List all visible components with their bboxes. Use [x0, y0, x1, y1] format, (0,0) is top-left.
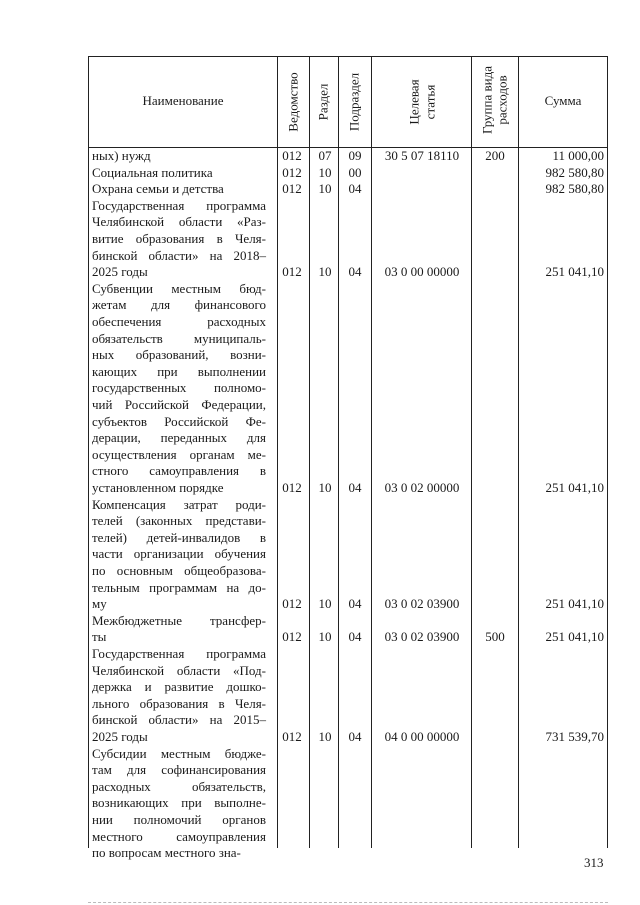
row-name	[92, 746, 266, 862]
row-section: 10	[318, 596, 332, 612]
row-name	[92, 148, 266, 165]
row-name-line: там для софинансирования	[92, 762, 266, 778]
row-subsection: 00	[348, 164, 362, 180]
row-section: 10	[318, 164, 332, 180]
row-name-line: расходных обязательств,	[92, 778, 266, 794]
row-subsection: 09	[348, 148, 362, 163]
row-name	[92, 497, 266, 613]
row-department: 012	[282, 629, 302, 645]
row-target-article: 04 0 00 00000	[384, 729, 460, 744]
row-name-line: 2025 годы	[92, 728, 148, 744]
row-department: 012	[282, 264, 302, 280]
row-name-line: 2025 годы	[92, 264, 148, 280]
row-target-article: 03 0 02 00000	[384, 479, 460, 495]
row-sum: 251 041,10	[545, 264, 604, 280]
row-name-line: стного самоуправления в	[92, 463, 266, 479]
row-name-line: ты	[92, 629, 107, 645]
row-department: 012	[282, 148, 302, 163]
header-subsection: Подраздел	[346, 72, 362, 132]
row-name-line: ных образований, возни-	[92, 347, 266, 363]
row-section: 10	[318, 264, 332, 280]
row-name-line: телей (законных представи-	[92, 513, 266, 529]
row-name	[92, 646, 266, 746]
row-name-line: держка и развитие дошко-	[92, 679, 266, 695]
row-name-line: льного образования в Челя-	[92, 695, 266, 711]
row-name	[92, 281, 266, 497]
row-name-line: ных) нужд	[92, 148, 151, 163]
row-subsection: 04	[348, 596, 362, 612]
row-name-line: субъектов Российской Фе-	[92, 413, 266, 429]
header-expense-group-2: расходов	[494, 75, 510, 125]
row-name-line: Субсидии местным бюдже-	[92, 745, 266, 761]
row-section: 10	[318, 729, 332, 744]
row-section: 07	[318, 148, 332, 163]
row-name-line: Социальная политика	[92, 164, 213, 180]
row-name-line: Челябинской области «Под-	[92, 662, 266, 678]
row-subsection: 04	[348, 729, 362, 744]
row-expense-group: 500	[485, 629, 505, 645]
row-target-article: 03 0 02 03900	[384, 596, 460, 612]
row-name-line: обеспечения расходных	[92, 313, 266, 329]
row-name-line: установленном порядке	[92, 479, 224, 495]
row-name-line: местного самоуправления	[92, 828, 266, 844]
row-subsection: 04	[348, 264, 362, 280]
row-name-line: жетам для финансового	[92, 297, 266, 313]
row-name-line: кающих при выполнении	[92, 363, 266, 379]
row-subsection: 04	[348, 181, 362, 197]
header-sum: Сумма	[544, 93, 582, 108]
row-name	[92, 165, 266, 182]
row-name-line: витие образования в Челя-	[92, 230, 266, 246]
row-target-article: 03 0 02 03900	[384, 629, 460, 645]
row-name-line: му	[92, 596, 107, 612]
row-sum: 251 041,10	[545, 596, 604, 612]
header-target-article-2: статья	[422, 84, 438, 120]
row-section: 10	[318, 479, 332, 495]
row-name-line: нии полномочий органов	[92, 811, 266, 827]
row-name-line: Межбюджетные трансфер-	[92, 612, 266, 628]
row-sum: 251 041,10	[545, 479, 604, 495]
row-name-line: государственных полномо-	[92, 380, 266, 396]
row-target-article: 30 5 07 18110	[384, 148, 460, 163]
header-name: Наименование	[142, 93, 224, 108]
row-department: 012	[282, 181, 302, 197]
row-expense-group: 200	[485, 148, 505, 163]
row-name-line: тельным программам на до-	[92, 579, 266, 595]
header-department: Ведомство	[285, 72, 301, 132]
row-department: 012	[282, 164, 302, 180]
row-sum: 982 580,80	[545, 181, 604, 197]
row-department: 012	[282, 729, 302, 744]
row-name-line: обязательств муниципаль-	[92, 330, 266, 346]
row-name-line: осуществления органам ме-	[92, 446, 266, 462]
row-name-line: чий Российской Федерации,	[92, 396, 266, 412]
header-expense-group-1: Группа вида	[479, 66, 495, 134]
row-subsection: 04	[348, 479, 362, 495]
row-sum: 11 000,00	[552, 148, 604, 163]
header-target-article-1: Целевая	[406, 79, 422, 125]
row-name-line: Охрана семьи и детства	[92, 181, 224, 197]
row-name-line: дерации, переданных для	[92, 430, 266, 446]
row-name-line: Субвенции местным бюд-	[92, 280, 266, 296]
row-sum: 731 539,70	[545, 729, 604, 744]
row-name-line: Государственная программа	[92, 646, 266, 661]
row-name-line: Государственная программа	[92, 197, 266, 213]
footer-rule	[88, 902, 608, 903]
row-name	[92, 198, 266, 281]
row-name-line: телей) детей-инвалидов в	[92, 529, 266, 545]
row-sum: 982 580,80	[545, 164, 604, 180]
header-section: Раздел	[315, 83, 331, 121]
row-name-line: части организации обучения	[92, 546, 266, 562]
row-name-line: Компенсация затрат роди-	[92, 496, 266, 512]
row-name	[92, 613, 266, 646]
row-name-line: по основным общеобразова-	[92, 562, 266, 578]
row-target-article: 03 0 00 00000	[384, 264, 460, 280]
row-name	[92, 181, 266, 198]
row-name-line: возникающих при выполне-	[92, 795, 266, 811]
row-department: 012	[282, 596, 302, 612]
row-section: 10	[318, 629, 332, 645]
row-section: 10	[318, 181, 332, 197]
row-name-line: Челябинской области «Раз-	[92, 214, 266, 230]
row-name-line: по вопросам местного зна-	[92, 845, 241, 861]
row-name-line: бинской области» на 2015–	[92, 712, 266, 728]
row-name-line: бинской области» на 2018–	[92, 247, 266, 263]
row-sum: 251 041,10	[545, 629, 604, 645]
row-subsection: 04	[348, 629, 362, 645]
page-number: 313	[584, 855, 604, 870]
row-department: 012	[282, 479, 302, 495]
